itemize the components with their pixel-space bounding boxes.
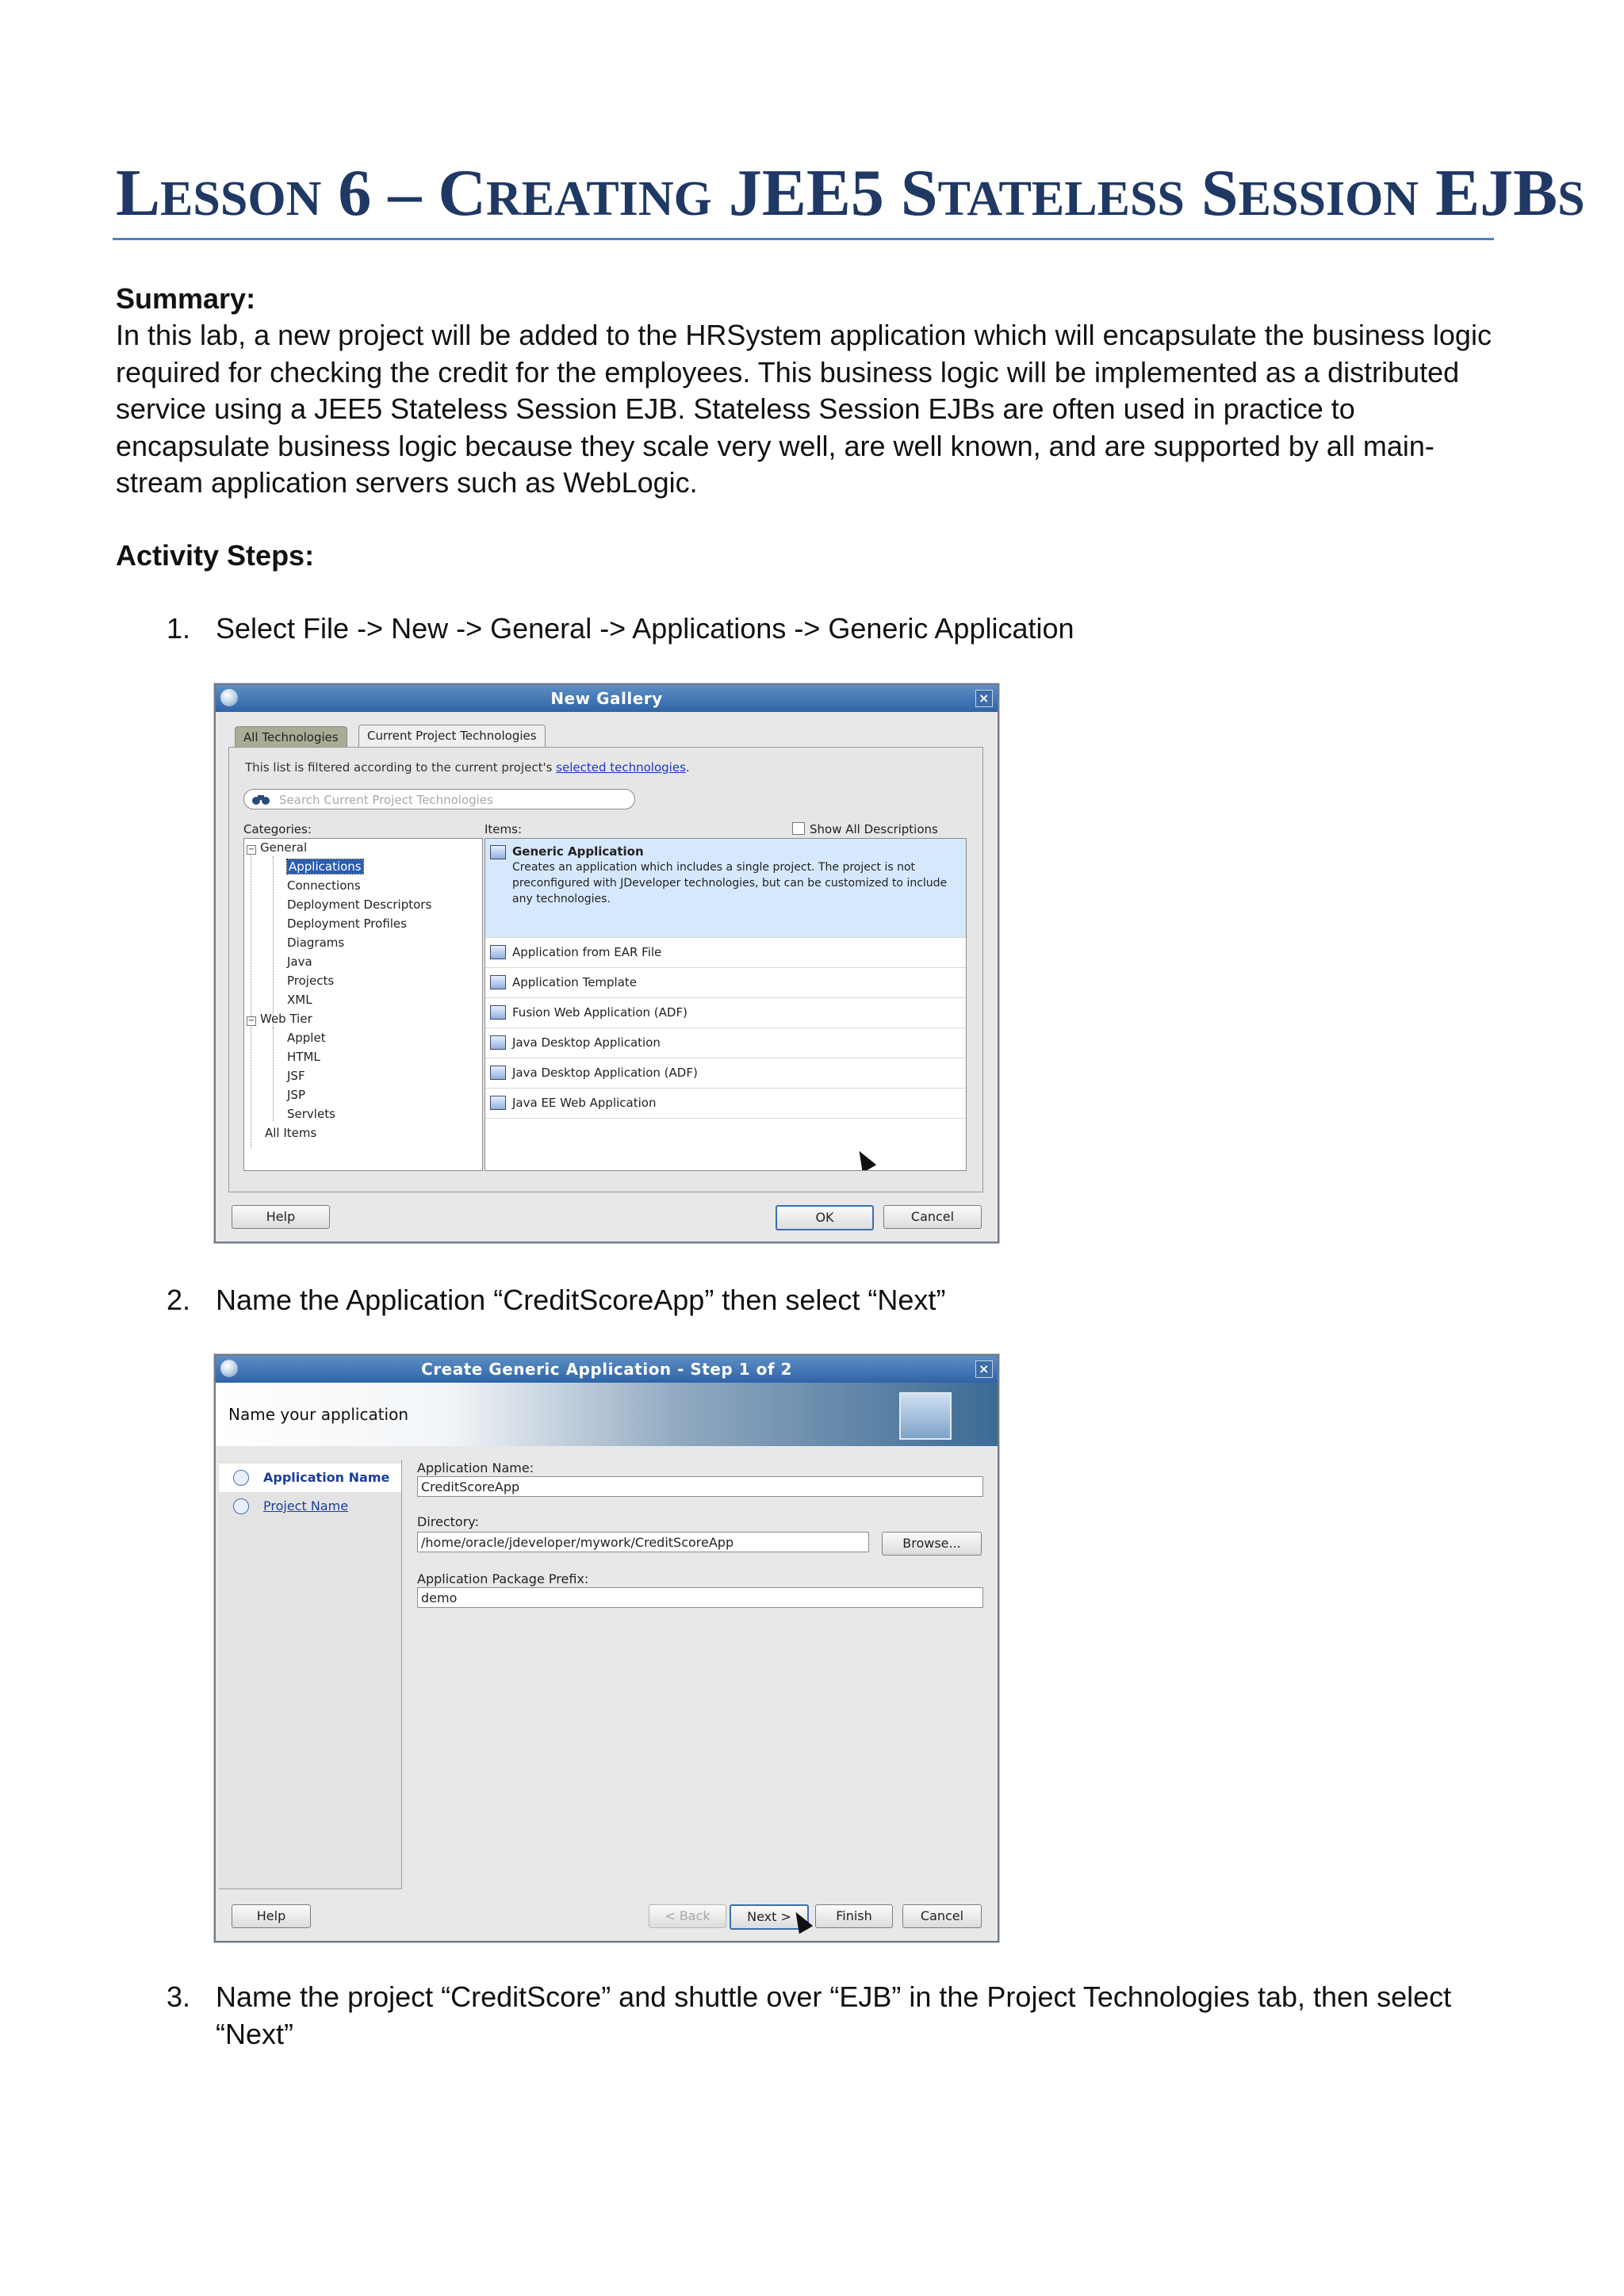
step-number: 3. (167, 1980, 191, 2013)
item-name: Fusion Web Application (ADF) (512, 1005, 688, 1020)
list-item[interactable] (485, 967, 966, 998)
title-part: REATING (486, 172, 712, 226)
title-part: TATELESS (937, 172, 1185, 226)
wizard-step-label: Application Name (263, 1470, 390, 1485)
step-number: 2. (167, 1284, 191, 1316)
lesson-title (116, 155, 1585, 237)
app-icon (220, 1360, 238, 1377)
help-button[interactable]: Help (232, 1904, 311, 1928)
tab-current-project-technologies[interactable]: Current Project Technologies (358, 725, 546, 748)
title-part: ESSON (160, 172, 322, 226)
tree-item-applet[interactable] (287, 1031, 326, 1045)
step-number: 1. (167, 612, 191, 645)
tree-label: Deployment Descriptors (287, 897, 432, 912)
tree-item-general[interactable] (260, 840, 307, 855)
filter-note (245, 760, 690, 775)
tree-item-deployment-descriptors[interactable] (287, 897, 431, 912)
tree-label: Applet (287, 1031, 326, 1045)
dialog-titlebar[interactable] (216, 685, 998, 712)
dialog-title: Create Generic Application - Step 1 of 2 (421, 1360, 792, 1379)
wizard-steps-pane (219, 1460, 402, 1889)
step-text: Name the project “CreditScore” and shuttle over “EJB” in the Project Technologies tab, then select “Next” (216, 1980, 1452, 2050)
tree-label: Web Tier (260, 1012, 312, 1026)
tree-item-applications[interactable] (287, 859, 363, 874)
item-name: Generic Application (512, 844, 644, 859)
banner-title: Name your application (228, 1405, 409, 1424)
selected-technologies-link[interactable]: selected technologies (556, 760, 686, 775)
tree-label: Deployment Profiles (287, 916, 407, 931)
collapse-icon[interactable]: − (247, 1016, 255, 1025)
tree-item-diagrams[interactable] (287, 936, 344, 950)
ok-button[interactable]: OK (776, 1205, 874, 1230)
app-icon (220, 689, 238, 706)
application-icon (490, 1066, 506, 1080)
item-name: Java Desktop Application (512, 1035, 661, 1050)
tree-item-java[interactable] (287, 955, 312, 969)
list-item-generic-application[interactable] (485, 839, 966, 938)
dialog-titlebar[interactable] (216, 1356, 998, 1383)
application-icon (490, 1035, 506, 1050)
tree-item-all-items[interactable] (265, 1126, 316, 1140)
tree-item-servlets[interactable] (287, 1107, 335, 1121)
directory-field[interactable]: /home/oracle/jdeveloper/mywork/CreditScoreApp (417, 1532, 869, 1552)
tree-connector (273, 856, 274, 1032)
item-name: Java EE Web Application (512, 1096, 657, 1110)
tree-label: XML (287, 993, 312, 1007)
help-button[interactable]: Help (232, 1205, 330, 1229)
title-part: S (1557, 172, 1585, 226)
title-part: 6 – C (321, 156, 487, 230)
application-icon (490, 1005, 506, 1020)
show-all-label: Show All Descriptions (810, 822, 938, 836)
list-item[interactable] (485, 937, 966, 968)
title-part: S (1184, 156, 1239, 230)
tree-connector (273, 1027, 274, 1121)
tree-label: Servlets (287, 1107, 335, 1121)
show-all-descriptions-checkbox[interactable] (792, 822, 938, 836)
application-window-icon (899, 1392, 952, 1440)
close-icon[interactable]: × (975, 1360, 993, 1378)
title-part: ESSION (1238, 172, 1419, 226)
tree-item-deployment-profiles[interactable] (287, 916, 407, 931)
tab-all-technologies[interactable]: All Technologies (235, 726, 347, 748)
categories-label: Categories: (243, 822, 312, 836)
tree-label: General (260, 840, 308, 855)
filter-note-text: This list is filtered according to the current project's (245, 760, 557, 775)
package-prefix-label: Application Package Prefix: (417, 1571, 589, 1586)
list-item[interactable] (485, 997, 966, 1028)
items-list (485, 838, 967, 1171)
close-icon[interactable]: × (975, 690, 993, 707)
tree-label: Applications (289, 859, 362, 874)
tab-panel (228, 747, 983, 1192)
cancel-button[interactable]: Cancel (902, 1904, 982, 1928)
step-text: Name the Application “CreditScoreApp” then select “Next” (216, 1284, 946, 1316)
cancel-button[interactable]: Cancel (883, 1205, 982, 1229)
dialog-title: New Gallery (550, 689, 663, 708)
current-step-icon (233, 1470, 249, 1486)
new-gallery-dialog (214, 683, 999, 1243)
search-placeholder: Search Current Project Technologies (279, 793, 493, 807)
wizard-step-project-name[interactable]: Project Name (263, 1498, 349, 1513)
collapse-icon[interactable]: − (247, 845, 255, 854)
tree-label: Projects (287, 974, 335, 988)
wizard-step-application-name[interactable] (219, 1464, 401, 1492)
item-name: Application Template (512, 975, 638, 989)
checkbox-icon (792, 822, 805, 835)
mouse-cursor-icon (852, 1147, 876, 1171)
finish-button[interactable]: Finish (815, 1904, 893, 1928)
step-icon (233, 1498, 249, 1514)
binoculars-icon (252, 793, 270, 806)
tree-label: Java (287, 955, 312, 969)
list-item[interactable] (485, 1027, 966, 1058)
tree-item-jsf[interactable] (287, 1069, 305, 1083)
application-name-field[interactable]: CreditScoreApp (417, 1476, 983, 1497)
tree-item-jsp[interactable] (287, 1088, 305, 1102)
title-part: EJB (1419, 156, 1558, 230)
title-divider (113, 238, 1494, 240)
tree-label: Connections (287, 878, 361, 893)
summary-label: Summary: (116, 282, 256, 315)
item-name: Application from EAR File (512, 945, 662, 959)
categories-tree (243, 838, 483, 1171)
wizard-banner (216, 1383, 998, 1446)
package-prefix-field[interactable]: demo (417, 1587, 983, 1608)
title-part: L (116, 156, 161, 230)
item-description: Creates an application which includes a single project. The project is not preconfigured with JDeveloper technologies, but can be customized to include any technologies. (512, 861, 948, 905)
tree-item-html[interactable] (287, 1050, 320, 1064)
create-generic-application-dialog (214, 1354, 999, 1942)
summary-text: In this lab, a new project will be added to the HRSystem application which will encapsulate the business logic required for checking the credit for the employees. This business logic will be implemented as a distributed service using a JEE5 Stateless Session EJB. Stateless Session EJBs are often used in practice to encapsulate business logic because they scale very well, are well known, and are supported by all main-stream application servers such as WebLogic. (116, 319, 1492, 499)
directory-label: Directory: (417, 1514, 479, 1529)
step-text: Select File -> New -> General -> Applications -> Generic Application (216, 612, 1074, 645)
browse-button[interactable]: Browse... (882, 1532, 982, 1556)
tree-label: JSP (287, 1088, 305, 1102)
tree-label: All Items (265, 1126, 317, 1140)
list-item[interactable] (485, 1088, 966, 1119)
activity-steps-label: Activity Steps: (116, 539, 315, 572)
tree-item-connections[interactable] (287, 878, 361, 893)
items-label: Items: (485, 822, 523, 836)
application-name-label: Application Name: (417, 1460, 534, 1475)
tree-item-projects[interactable] (287, 974, 334, 988)
application-icon (490, 845, 506, 859)
title-part: JEE5 S (711, 156, 938, 230)
application-icon (490, 1096, 506, 1110)
back-button[interactable]: < Back (649, 1904, 726, 1928)
tree-label: HTML (287, 1050, 320, 1064)
filter-note-suffix: . (685, 760, 690, 775)
application-icon (490, 975, 506, 989)
tree-item-web-tier[interactable] (260, 1012, 312, 1026)
item-name: Java Desktop Application (ADF) (512, 1066, 698, 1080)
ear-file-icon (490, 945, 506, 959)
tree-label: Diagrams (287, 936, 345, 950)
tree-item-xml[interactable] (287, 993, 312, 1007)
list-item[interactable] (485, 1058, 966, 1089)
tree-label: JSF (287, 1069, 305, 1083)
search-input[interactable] (243, 789, 635, 809)
next-button[interactable]: Next > (730, 1904, 809, 1930)
